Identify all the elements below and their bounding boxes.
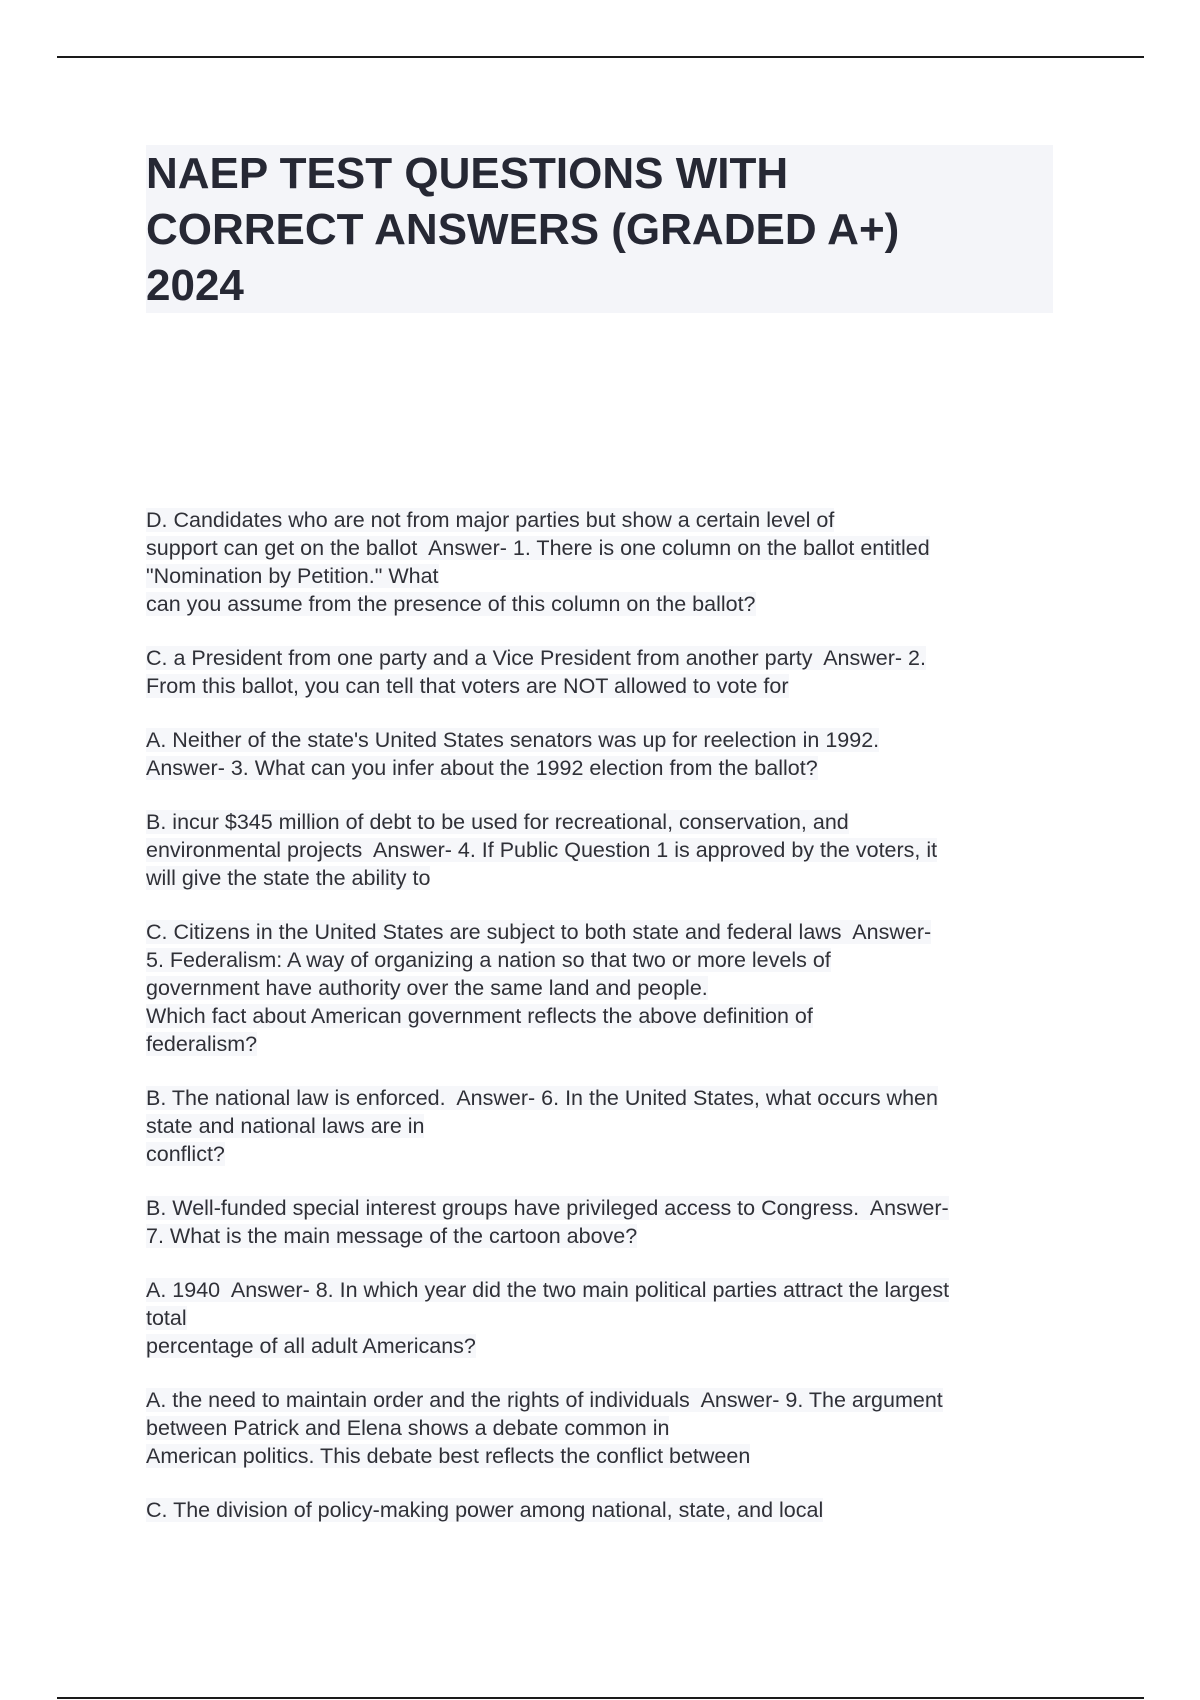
qa-line-text: B. The national law is enforced. Answer- 6. In the United States, what occurs when [146, 1086, 938, 1110]
qa-line [146, 534, 1076, 562]
qa-line-text: conflict? [146, 1142, 225, 1166]
qa-line [146, 808, 1076, 836]
qa-line-text: will give the state the ability to [146, 866, 431, 890]
qa-line-text: government have authority over the same land and people. [146, 976, 708, 1000]
qa-line [146, 836, 1076, 864]
qa-line-text: C. a President from one party and a Vice President from another party Answer- 2. [146, 646, 926, 670]
bottom-divider [57, 1697, 1144, 1699]
qa-line-text: total [146, 1306, 187, 1330]
qa-line-text: A. the need to maintain order and the rights of individuals Answer- 9. The argument [146, 1388, 943, 1412]
qa-line [146, 1496, 1076, 1524]
qa-item [146, 506, 1076, 618]
qa-line [146, 1112, 1076, 1140]
qa-line [146, 1084, 1076, 1112]
qa-line-text: Which fact about American government reflects the above definition of [146, 1004, 813, 1028]
qa-line-text: D. Candidates who are not from major parties but show a certain level of [146, 508, 835, 532]
qa-line-text: 5. Federalism: A way of organizing a nation so that two or more levels of [146, 948, 831, 972]
qa-line [146, 672, 1076, 700]
qa-line-text: 7. What is the main message of the cartoon above? [146, 1224, 638, 1248]
qa-line-text: C. The division of policy-making power among national, state, and local [146, 1498, 824, 1522]
top-divider [57, 56, 1144, 58]
qa-line-text: From this ballot, you can tell that voters are NOT allowed to vote for [146, 674, 789, 698]
qa-line-text: B. incur $345 million of debt to be used for recreational, conservation, and [146, 810, 849, 834]
qa-line [146, 864, 1076, 892]
qa-line [146, 506, 1076, 534]
qa-line [146, 1386, 1076, 1414]
qa-line [146, 1414, 1076, 1442]
qa-line [146, 644, 1076, 672]
qa-list [146, 506, 1076, 1550]
qa-item [146, 808, 1076, 892]
qa-line [146, 1276, 1076, 1304]
qa-line [146, 1194, 1076, 1222]
qa-line-text: state and national laws are in [146, 1114, 425, 1138]
qa-item [146, 726, 1076, 782]
qa-item [146, 1496, 1076, 1524]
qa-line-text: can you assume from the presence of this column on the ballot? [146, 592, 756, 616]
qa-line [146, 754, 1076, 782]
qa-line-text: support can get on the ballot Answer- 1. There is one column on the ballot entitled [146, 536, 930, 560]
qa-item [146, 1386, 1076, 1470]
qa-line-text: B. Well-funded special interest groups have privileged access to Congress. Answer- [146, 1196, 949, 1220]
qa-line-text: "Nomination by Petition." What [146, 564, 439, 588]
qa-line-text: A. Neither of the state's United States senators was up for reelection in 1992. [146, 728, 880, 752]
qa-line [146, 1304, 1076, 1332]
qa-line [146, 1002, 1076, 1030]
qa-item [146, 1194, 1076, 1250]
qa-line [146, 1030, 1076, 1058]
qa-line [146, 590, 1076, 618]
qa-line-text: A. 1940 Answer- 8. In which year did the two main political parties attract the largest [146, 1278, 950, 1302]
qa-line [146, 1222, 1076, 1250]
qa-line-text: between Patrick and Elena shows a debate common in [146, 1416, 670, 1440]
qa-line-text: percentage of all adult Americans? [146, 1334, 476, 1358]
qa-item [146, 1276, 1076, 1360]
qa-line-text: Answer- 3. What can you infer about the 1992 election from the ballot? [146, 756, 818, 780]
qa-line [146, 1332, 1076, 1360]
document-title: NAEP TEST QUESTIONS WITH CORRECT ANSWERS (GRADED A+) 2024 [146, 149, 900, 310]
qa-line [146, 974, 1076, 1002]
qa-line-text: C. Citizens in the United States are subject to both state and federal laws Answer- [146, 920, 932, 944]
qa-line [146, 1140, 1076, 1168]
qa-line [146, 946, 1076, 974]
qa-line-text: environmental projects Answer- 4. If Public Question 1 is approved by the voters, it [146, 838, 938, 862]
qa-item [146, 1084, 1076, 1168]
qa-line-text: federalism? [146, 1032, 258, 1056]
qa-line-text: American politics. This debate best reflects the conflict between [146, 1444, 751, 1468]
qa-line [146, 726, 1076, 754]
qa-line [146, 918, 1076, 946]
qa-item [146, 644, 1076, 700]
qa-line [146, 562, 1076, 590]
qa-item [146, 918, 1076, 1058]
qa-line [146, 1442, 1076, 1470]
